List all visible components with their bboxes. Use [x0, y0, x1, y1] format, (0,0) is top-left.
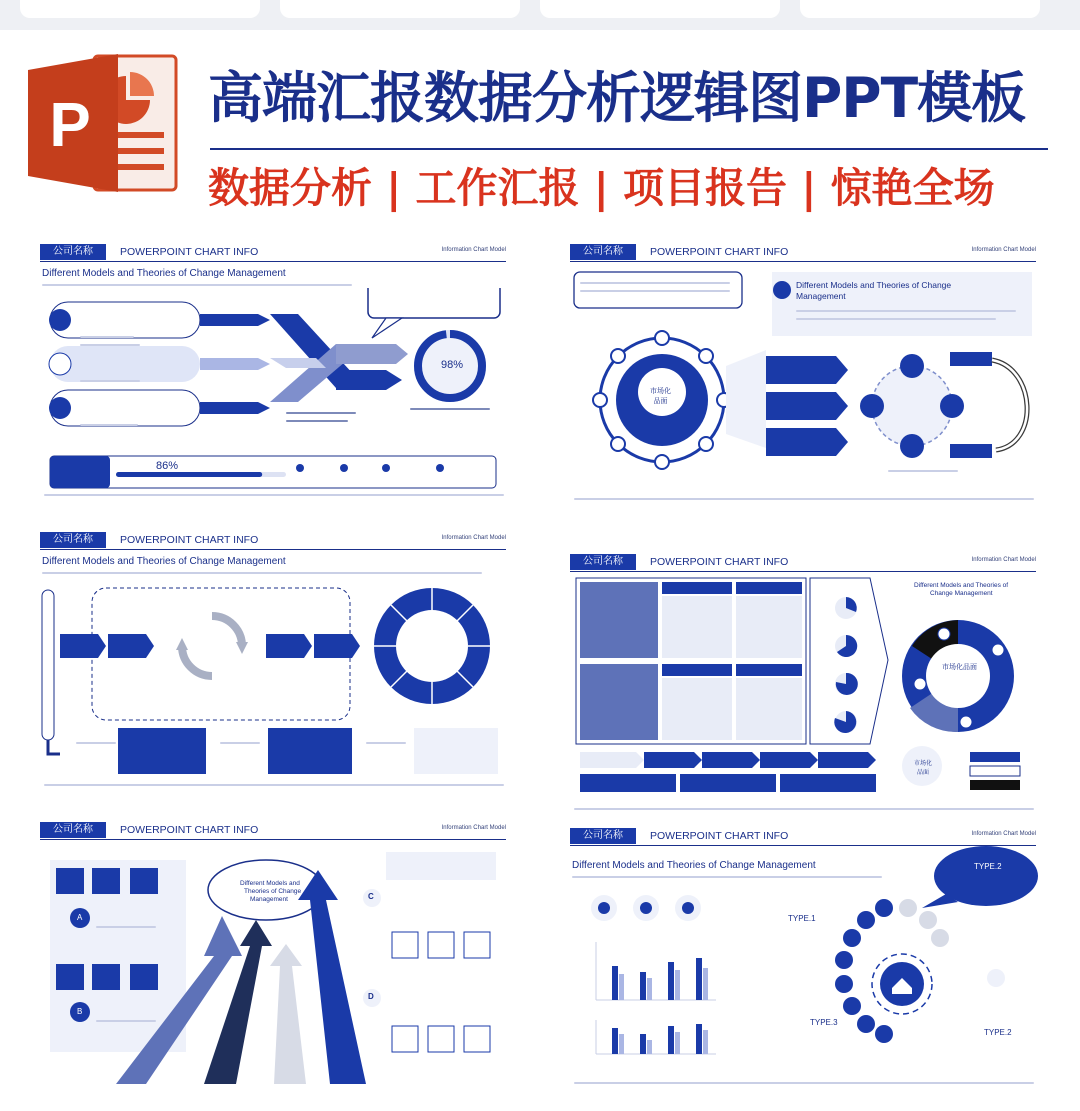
browser-top-strip	[0, 0, 1080, 30]
model-label: Information Chart Model	[971, 831, 1036, 837]
text-line	[286, 412, 356, 414]
model-label: Information Chart Model	[441, 825, 506, 831]
company-badge: 公司名称	[40, 244, 106, 260]
letter-d: D	[368, 992, 374, 1001]
text-line	[42, 284, 352, 286]
text-line	[42, 572, 482, 574]
slide-thumbnail-3[interactable]	[36, 526, 514, 794]
text-line	[580, 282, 730, 284]
company-badge: 公司名称	[570, 244, 636, 260]
type-2-top-label: TYPE.2	[974, 862, 1002, 871]
text-line	[888, 470, 958, 472]
slide-subtitle: Different Models and Theories of Change Management	[572, 860, 816, 871]
ellipse-line2: Theories of Change	[244, 888, 302, 895]
footer-line	[44, 784, 504, 786]
text-line	[80, 380, 140, 382]
slide4-heading-line2: Change Management	[930, 590, 993, 597]
progress-bar	[116, 472, 262, 477]
slide-header	[40, 532, 506, 550]
letter-b: B	[77, 1007, 83, 1016]
text-line	[572, 876, 882, 878]
text-line	[96, 1020, 156, 1022]
ellipse-line3: Management	[250, 896, 288, 903]
company-badge: 公司名称	[40, 822, 106, 838]
text-line	[80, 344, 140, 346]
top-tab[interactable]	[20, 0, 260, 18]
text-line	[366, 742, 406, 744]
logo-letter: P	[49, 91, 91, 160]
chart-info-title: POWERPOINT CHART INFO	[120, 534, 259, 546]
circle-center-label: 市场化 品面	[650, 388, 671, 405]
type-2-bottom-label: TYPE.2	[984, 1028, 1012, 1037]
letter-a: A	[77, 913, 83, 922]
slide-thumbnail-1[interactable]	[36, 238, 514, 506]
type-3-label: TYPE.3	[810, 1018, 838, 1027]
small-circle-label: 市场化 品面	[914, 761, 933, 776]
chart-info-title: POWERPOINT CHART INFO	[650, 246, 789, 258]
flow-diagram	[36, 288, 514, 506]
slide-header	[40, 244, 506, 262]
type-1-label: TYPE.1	[788, 914, 816, 923]
text-line	[80, 424, 138, 426]
arrow-diagram	[36, 816, 514, 1084]
footer-line	[574, 498, 1034, 500]
chart-info-title: POWERPOINT CHART INFO	[650, 830, 789, 842]
text-line	[76, 742, 116, 744]
text-line	[410, 408, 490, 410]
model-label: Information Chart Model	[441, 247, 506, 253]
model-label: Information Chart Model	[441, 535, 506, 541]
page-subtitle: 数据分析 | 工作汇报 | 项目报告 | 惊艳全场	[208, 164, 995, 212]
text-line	[96, 926, 156, 928]
cycle-diagram	[36, 576, 514, 794]
company-badge: 公司名称	[570, 828, 636, 844]
top-tab[interactable]	[800, 0, 1040, 18]
text-line	[286, 420, 348, 422]
text-line	[796, 310, 1016, 312]
slide-subtitle: Different Models and Theories of Change Management	[42, 268, 286, 279]
footer-line	[44, 494, 504, 496]
slide2-heading-line1: Different Models and Theories of Change	[796, 280, 952, 290]
top-tab[interactable]	[540, 0, 780, 18]
footer-line	[574, 1082, 1034, 1084]
slide-thumbnail-5[interactable]	[36, 816, 514, 1084]
circle-diagram	[566, 238, 1044, 506]
text-line	[220, 742, 260, 744]
footer-line	[574, 808, 1034, 810]
page-title: 高端汇报数据分析逻辑图PPT模板	[208, 66, 1026, 130]
slide4-heading-line1: Different Models and Theories of	[914, 582, 1009, 589]
title-divider	[210, 148, 1048, 150]
bars-and-dots-diagram	[566, 822, 1044, 1090]
company-badge: 公司名称	[570, 554, 636, 570]
bar-percent: 86%	[156, 460, 179, 472]
letter-c: C	[368, 892, 374, 901]
ellipse-line1: Different Models and	[240, 880, 300, 887]
model-label: Information Chart Model	[971, 247, 1036, 253]
ring-percent: 98%	[441, 359, 464, 371]
chart-info-title: POWERPOINT CHART INFO	[650, 556, 789, 568]
powerpoint-logo-icon	[26, 52, 178, 194]
top-tab[interactable]	[280, 0, 520, 18]
ring-center-label: 市场化品面	[942, 664, 977, 671]
slide-thumbnail-6[interactable]	[566, 822, 1044, 1090]
chart-info-title: POWERPOINT CHART INFO	[120, 246, 259, 258]
text-line	[580, 290, 730, 292]
slide-thumbnail-4[interactable]	[566, 548, 1044, 816]
company-badge: 公司名称	[40, 532, 106, 548]
chart-info-title: POWERPOINT CHART INFO	[120, 824, 259, 836]
slide2-heading-line2: Management	[796, 291, 846, 301]
slide-thumbnail-2[interactable]	[566, 238, 1044, 506]
model-label: Information Chart Model	[971, 557, 1036, 563]
text-line	[80, 336, 134, 338]
slide-subtitle: Different Models and Theories of Change Management	[42, 556, 286, 567]
text-line	[796, 318, 996, 320]
